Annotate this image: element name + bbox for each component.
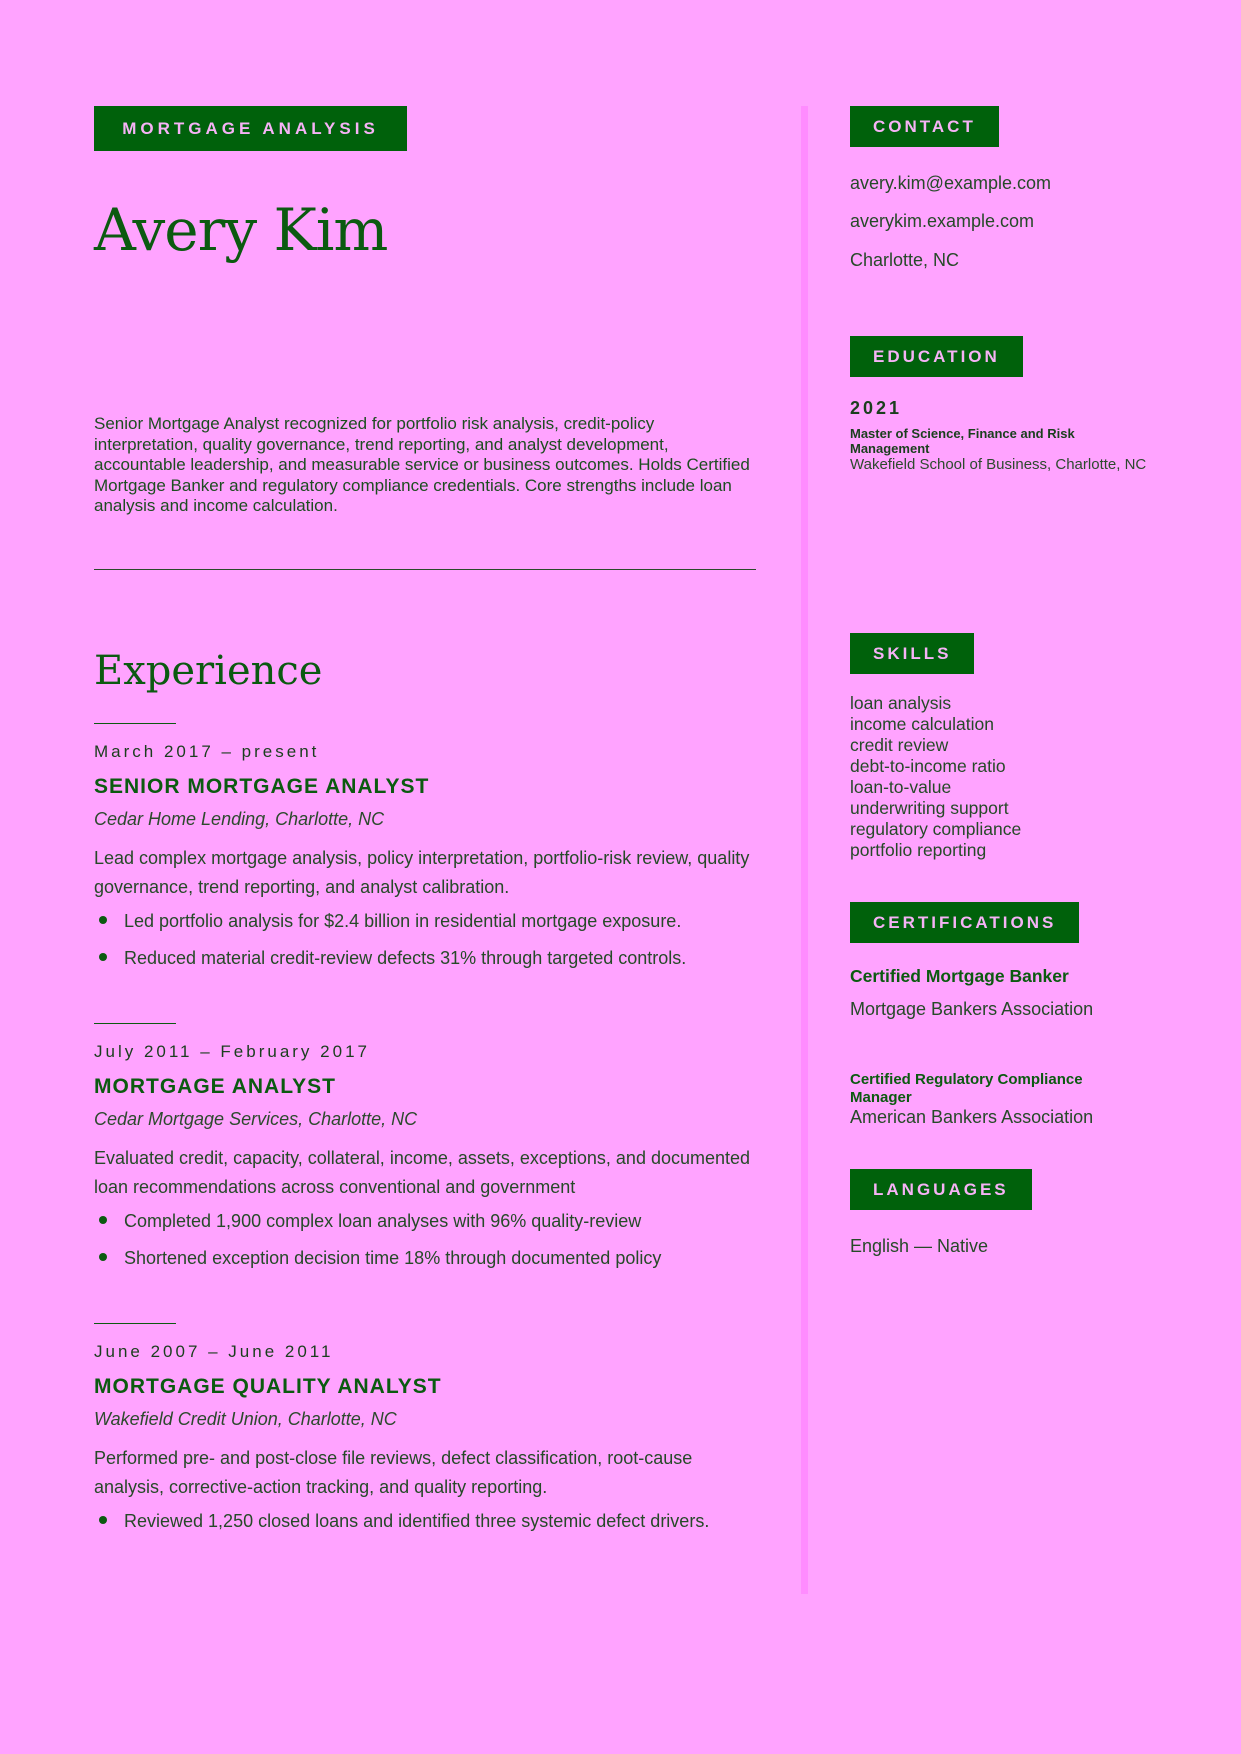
- list-item: [94, 947, 754, 969]
- section-divider: [94, 569, 756, 570]
- bullet-icon: [99, 1516, 107, 1524]
- job-entry: [94, 1023, 754, 1274]
- contact-website[interactable]: averykim.example.com: [850, 211, 1035, 231]
- skills-list: [850, 693, 1021, 861]
- job-dates: June 2007 – June 2011: [94, 1342, 334, 1361]
- job-description: Evaluated credit, capacity, collateral, income, assets, exceptions, and documented loan recommendations across conventional and government: [94, 1148, 751, 1197]
- job-title: MORTGAGE ANALYST: [94, 1075, 336, 1098]
- role-tag-label: MORTGAGE ANALYSIS: [122, 118, 379, 138]
- education-heading-label: EDUCATION: [873, 346, 1000, 366]
- skill-item: underwriting support: [850, 798, 1009, 818]
- contact-email[interactable]: avery.kim@example.com: [850, 173, 1051, 193]
- job-company: Cedar Home Lending, Charlotte, NC: [94, 809, 385, 829]
- skill-item: regulatory compliance: [850, 819, 1022, 839]
- languages-heading: [850, 1169, 1032, 1210]
- job-rule: [94, 1323, 176, 1324]
- experience-heading: Experience: [94, 648, 323, 694]
- job-bullets: [94, 1210, 754, 1274]
- job-bullets: [94, 910, 754, 969]
- job-dates: July 2011 – February 2017: [94, 1042, 370, 1061]
- education-school: Wakefield School of Business, Charlotte, NC: [850, 456, 1147, 473]
- job-company: Cedar Mortgage Services, Charlotte, NC: [94, 1109, 418, 1129]
- contact-heading-label: CONTACT: [873, 116, 976, 136]
- education-heading: [850, 336, 1023, 377]
- certification-name: Certified Regulatory Compliance Manager: [850, 1071, 1083, 1106]
- bullet-text: Reviewed 1,250 closed loans and identified three systemic defect drivers.: [124, 1511, 710, 1531]
- bullet-text: Reduced material credit-review defects 31% through targeted controls.: [124, 948, 687, 968]
- job-rule: [94, 1023, 176, 1024]
- list-item: [94, 1210, 754, 1232]
- bullet-icon: [99, 953, 107, 961]
- skill-item: credit review: [850, 735, 949, 755]
- languages-heading-label: LANGUAGES: [873, 1179, 1009, 1199]
- job-title: MORTGAGE QUALITY ANALYST: [94, 1375, 442, 1398]
- bullet-text: Completed 1,900 complex loan analyses with 96% quality-review: [124, 1211, 642, 1231]
- bullet-icon: [99, 1253, 107, 1261]
- bullet-icon: [99, 916, 107, 924]
- skill-item: debt-to-income ratio: [850, 756, 1006, 776]
- column-divider: [801, 106, 808, 1594]
- skill-item: portfolio reporting: [850, 840, 987, 860]
- job-description: Performed pre- and post-close file reviews, defect classification, root-cause analysis, corrective-action tracking, and quality reporting.: [94, 1448, 693, 1497]
- list-item: [94, 1247, 754, 1269]
- bullet-icon: [99, 1216, 107, 1224]
- language-item: English — Native: [850, 1236, 989, 1256]
- candidate-name: Avery Kim: [94, 196, 388, 264]
- certifications-heading: [850, 902, 1079, 943]
- job-entry: [94, 723, 754, 984]
- education-year: 2021: [850, 398, 903, 418]
- role-tag: [94, 106, 407, 151]
- skill-item: loan analysis: [850, 693, 952, 713]
- skill-item: loan-to-value: [850, 777, 952, 797]
- certifications-heading-label: CERTIFICATIONS: [873, 912, 1057, 932]
- certification-name: Certified Mortgage Banker: [850, 966, 1069, 986]
- job-title: SENIOR MORTGAGE ANALYST: [94, 775, 430, 798]
- skills-heading-label: SKILLS: [873, 643, 952, 663]
- bullet-text: Led portfolio analysis for $2.4 billion in residential mortgage exposure.: [124, 911, 682, 931]
- list-item: [94, 910, 754, 932]
- contact-heading: [850, 106, 999, 147]
- certification-org: American Bankers Association: [850, 1107, 1094, 1127]
- job-rule: [94, 723, 176, 724]
- certification-org: Mortgage Bankers Association: [850, 999, 1094, 1019]
- education-degree: Master of Science, Finance and Risk Management: [850, 426, 1075, 456]
- job-dates: March 2017 – present: [94, 742, 320, 761]
- profile-summary: Senior Mortgage Analyst recognized for portfolio risk analysis, credit-policy interpretation, quality governance, trend reporting, and analyst development, accountable leadership, and measurable service or business outcomes. Holds Certified Mortgage Banker and regulatory compliance credentials. Core strengths include loan analysis and income calculation.: [94, 414, 750, 515]
- job-bullets: [94, 1510, 754, 1532]
- bullet-text: Shortened exception decision time 18% through documented policy: [124, 1248, 662, 1268]
- skill-item: income calculation: [850, 714, 994, 734]
- job-entry: [94, 1323, 754, 1547]
- skills-heading: [850, 633, 974, 674]
- list-item: [94, 1510, 754, 1532]
- contact-location: Charlotte, NC: [850, 250, 960, 270]
- job-company: Wakefield Credit Union, Charlotte, NC: [94, 1409, 397, 1429]
- job-description: Lead complex mortgage analysis, policy interpretation, portfolio-risk review, quality governance, trend reporting, and analyst calibration.: [94, 848, 750, 897]
